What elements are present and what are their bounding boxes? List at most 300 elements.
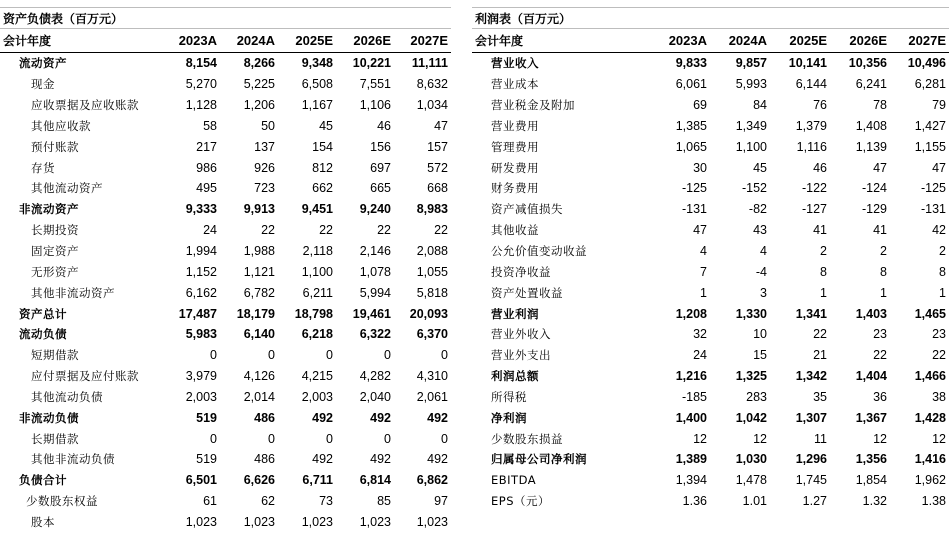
balance-row-value: 486 bbox=[254, 410, 275, 425]
income-row-label: 公允价值变动收益 bbox=[491, 244, 587, 259]
balance-row-value: 1,023 bbox=[359, 514, 391, 529]
income-row-value: 10,356 bbox=[848, 56, 887, 71]
income-row bbox=[472, 366, 949, 387]
income-row-value: 22 bbox=[813, 327, 827, 342]
balance-row-value: 8,266 bbox=[243, 56, 275, 71]
balance-row-label: 长期投资 bbox=[31, 223, 79, 238]
balance-row-value: 2,146 bbox=[359, 244, 391, 259]
income-row-value: 12 bbox=[873, 431, 887, 446]
income-row-value: 1,408 bbox=[855, 118, 887, 133]
balance-row-value: 97 bbox=[434, 494, 448, 509]
balance-row-value: 1,078 bbox=[359, 264, 391, 279]
balance-row-value: 1,100 bbox=[301, 264, 333, 279]
income-row-value: 69 bbox=[693, 98, 707, 113]
income-row-value: 1 bbox=[939, 285, 946, 300]
balance-row bbox=[0, 157, 451, 178]
balance-row-value: 17,487 bbox=[178, 306, 217, 321]
balance-row bbox=[0, 449, 451, 470]
balance-row bbox=[0, 387, 451, 408]
balance-row-value: 6,626 bbox=[243, 473, 275, 488]
income-row-value: 1,042 bbox=[735, 410, 767, 425]
balance-row-value: 4,310 bbox=[416, 369, 448, 384]
balance-row-value: 4,215 bbox=[301, 369, 333, 384]
income-row-value: 1,385 bbox=[675, 118, 707, 133]
balance-row-value: 1,023 bbox=[301, 514, 333, 529]
income-header-year: 2027E bbox=[890, 29, 949, 53]
income-row-value: 1,296 bbox=[795, 452, 827, 467]
income-row-value: 1.38 bbox=[921, 494, 946, 509]
balance-row-value: 45 bbox=[319, 118, 333, 133]
balance-row-value: 156 bbox=[370, 139, 391, 154]
balance-row-value: 6,211 bbox=[302, 285, 333, 300]
balance-row-value: 137 bbox=[254, 139, 275, 154]
income-row-value: 1,854 bbox=[855, 473, 887, 488]
income-header-label: 会计年度 bbox=[472, 29, 651, 53]
balance-row bbox=[0, 491, 451, 512]
balance-row bbox=[0, 53, 451, 74]
income-row-value: 1,745 bbox=[795, 473, 827, 488]
income-row-value: 8 bbox=[820, 264, 827, 279]
balance-row bbox=[0, 116, 451, 137]
balance-row-value: 8,154 bbox=[185, 56, 217, 71]
balance-row-label: 其他非流动资产 bbox=[31, 285, 115, 300]
income-row-value: 1,394 bbox=[675, 473, 707, 488]
income-row-value: 1 bbox=[820, 285, 827, 300]
balance-row-value: 18,798 bbox=[294, 306, 333, 321]
balance-row-value: 1,994 bbox=[185, 244, 217, 259]
income-row-value: 4 bbox=[760, 244, 767, 259]
income-row-value: 8 bbox=[880, 264, 887, 279]
income-row-value: 2 bbox=[820, 244, 827, 259]
balance-sheet-table bbox=[0, 29, 451, 532]
balance-row bbox=[0, 282, 451, 303]
income-row bbox=[472, 136, 949, 157]
balance-row-value: 6,322 bbox=[359, 327, 391, 342]
balance-row-value: 519 bbox=[196, 452, 217, 467]
balance-row-label: 股本 bbox=[31, 514, 55, 529]
income-row-value: 36 bbox=[873, 389, 887, 404]
balance-row-value: 1,128 bbox=[185, 98, 217, 113]
balance-row-value: 0 bbox=[210, 348, 217, 363]
balance-row-value: 0 bbox=[441, 431, 448, 446]
income-row-value: 1,416 bbox=[914, 452, 946, 467]
income-row-value: 1,400 bbox=[675, 410, 707, 425]
income-row-value: 43 bbox=[753, 223, 767, 238]
income-row-value: 10 bbox=[753, 327, 767, 342]
income-row bbox=[472, 303, 949, 324]
income-row-value: 6,281 bbox=[914, 77, 946, 92]
balance-row-value: 0 bbox=[268, 431, 275, 446]
income-row-value: 38 bbox=[932, 389, 946, 404]
income-row-value: 1,325 bbox=[735, 369, 767, 384]
income-row-value: 12 bbox=[932, 431, 946, 446]
income-row-value: 5,993 bbox=[735, 77, 767, 92]
income-header-row bbox=[472, 29, 949, 53]
balance-header-year: 2027E bbox=[394, 29, 451, 53]
income-row bbox=[472, 470, 949, 491]
balance-row-label: 长期借款 bbox=[31, 431, 79, 446]
balance-row-value: 8,632 bbox=[416, 77, 448, 92]
income-row-value: 6,241 bbox=[855, 77, 887, 92]
income-row-value: -127 bbox=[801, 202, 827, 217]
income-row-value: 1,428 bbox=[914, 410, 946, 425]
balance-row bbox=[0, 95, 451, 116]
balance-row bbox=[0, 470, 451, 491]
balance-row-value: 2,088 bbox=[416, 244, 448, 259]
balance-header-year: 2025E bbox=[278, 29, 336, 53]
income-statement-panel bbox=[472, 7, 949, 512]
income-row-label: 投资净收益 bbox=[491, 264, 551, 279]
balance-header-label: 会计年度 bbox=[0, 29, 164, 53]
balance-header-year: 2023A bbox=[164, 29, 220, 53]
balance-row-label: 流动资产 bbox=[19, 56, 67, 71]
income-header-year: 2024A bbox=[710, 29, 770, 53]
income-row-value: 1,139 bbox=[855, 139, 887, 154]
balance-row-value: 9,348 bbox=[301, 56, 333, 71]
income-row-value: 12 bbox=[753, 431, 767, 446]
income-row-value: 10,496 bbox=[907, 56, 946, 71]
balance-row-value: 217 bbox=[196, 139, 217, 154]
income-row-value: 1,367 bbox=[855, 410, 887, 425]
income-row-value: 84 bbox=[753, 98, 767, 113]
balance-sheet-body bbox=[0, 53, 451, 533]
balance-row-value: 2,003 bbox=[301, 389, 333, 404]
income-row bbox=[472, 387, 949, 408]
income-row-value: -152 bbox=[741, 181, 767, 196]
balance-row-value: 2,118 bbox=[302, 244, 333, 259]
balance-row-value: 492 bbox=[312, 452, 333, 467]
balance-row-label: 流动负债 bbox=[19, 327, 67, 342]
income-row-value: 1,427 bbox=[914, 118, 946, 133]
balance-row-value: 1,023 bbox=[416, 514, 448, 529]
balance-row-value: 50 bbox=[261, 118, 275, 133]
balance-row-value: 11,111 bbox=[411, 56, 448, 71]
income-row-label: 营业成本 bbox=[491, 77, 539, 92]
income-row-value: 4 bbox=[700, 244, 707, 259]
balance-row-value: 492 bbox=[427, 410, 448, 425]
income-row-label: 财务费用 bbox=[491, 181, 539, 196]
balance-row-value: 9,240 bbox=[359, 202, 391, 217]
balance-row-value: 1,034 bbox=[416, 98, 448, 113]
income-row-value: 1,349 bbox=[735, 118, 767, 133]
income-row-value: 1,403 bbox=[855, 306, 887, 321]
income-row-value: 47 bbox=[693, 223, 707, 238]
income-row-label: 归属母公司净利润 bbox=[491, 452, 587, 467]
income-row-value: 1,100 bbox=[735, 139, 767, 154]
balance-row-label: 少数股东权益 bbox=[26, 494, 98, 509]
balance-row-value: 0 bbox=[268, 348, 275, 363]
income-row-value: 3 bbox=[760, 285, 767, 300]
balance-row-value: 0 bbox=[326, 348, 333, 363]
balance-row-label: 应付票据及应付账款 bbox=[31, 369, 139, 384]
income-row-value: 8 bbox=[939, 264, 946, 279]
balance-row-value: 0 bbox=[384, 431, 391, 446]
balance-sheet-title: 资产负债表（百万元） bbox=[0, 7, 451, 29]
income-row-value: -82 bbox=[748, 202, 767, 217]
balance-row-label: 固定资产 bbox=[31, 244, 79, 259]
balance-row-value: 22 bbox=[377, 223, 391, 238]
balance-row-value: 7,551 bbox=[359, 77, 391, 92]
income-row-label: 营业税金及附加 bbox=[491, 98, 575, 113]
balance-row-value: 1,988 bbox=[243, 244, 275, 259]
balance-row-value: 2,040 bbox=[359, 389, 391, 404]
balance-row bbox=[0, 261, 451, 282]
balance-row-label: 非流动资产 bbox=[19, 202, 79, 217]
balance-row-value: 2,014 bbox=[243, 389, 275, 404]
income-row bbox=[472, 282, 949, 303]
balance-row-value: 492 bbox=[370, 410, 391, 425]
income-row bbox=[472, 116, 949, 137]
balance-row-value: 20,093 bbox=[409, 306, 448, 321]
income-row bbox=[472, 407, 949, 428]
balance-row-label: 预付账款 bbox=[31, 139, 79, 154]
balance-row-value: 986 bbox=[196, 160, 217, 175]
balance-row-value: 22 bbox=[434, 223, 448, 238]
balance-row-value: 6,501 bbox=[185, 473, 217, 488]
income-row-label: 营业外收入 bbox=[491, 327, 551, 342]
balance-row-value: 697 bbox=[370, 160, 391, 175]
balance-row bbox=[0, 512, 451, 533]
balance-row bbox=[0, 178, 451, 199]
balance-row-value: 2,003 bbox=[185, 389, 217, 404]
balance-row-label: 资产总计 bbox=[19, 306, 67, 321]
income-row-value: -124 bbox=[861, 181, 887, 196]
income-row bbox=[472, 241, 949, 262]
balance-row-value: 492 bbox=[312, 410, 333, 425]
income-row bbox=[472, 261, 949, 282]
income-row bbox=[472, 74, 949, 95]
income-row-label: 营业外支出 bbox=[491, 348, 551, 363]
balance-row-value: 1,055 bbox=[416, 264, 448, 279]
income-row-value: 1,342 bbox=[795, 369, 827, 384]
income-header-year: 2025E bbox=[770, 29, 830, 53]
balance-row-value: 8,983 bbox=[416, 202, 448, 217]
income-row-value: 1,465 bbox=[914, 306, 946, 321]
income-row-label: 营业利润 bbox=[491, 306, 539, 321]
income-row-value: 41 bbox=[813, 223, 827, 238]
income-statement-body bbox=[472, 53, 949, 512]
income-row-value: 22 bbox=[873, 348, 887, 363]
balance-row-value: 9,913 bbox=[243, 202, 275, 217]
balance-row bbox=[0, 74, 451, 95]
income-row-value: 30 bbox=[693, 160, 707, 175]
balance-row-label: 其他非流动负债 bbox=[31, 452, 115, 467]
balance-row-value: 157 bbox=[427, 139, 448, 154]
income-row-label: 少数股东损益 bbox=[491, 431, 563, 446]
income-row-value: 283 bbox=[746, 389, 767, 404]
income-row-value: 42 bbox=[932, 223, 946, 238]
income-row-value: -125 bbox=[681, 181, 707, 196]
income-row-value: 45 bbox=[753, 160, 767, 175]
balance-row-value: 46 bbox=[377, 118, 391, 133]
balance-row-value: 492 bbox=[427, 452, 448, 467]
balance-row-label: 短期借款 bbox=[31, 348, 79, 363]
income-row-value: -129 bbox=[861, 202, 887, 217]
balance-row-value: 572 bbox=[427, 160, 448, 175]
balance-row-value: 495 bbox=[196, 181, 217, 196]
income-row bbox=[472, 199, 949, 220]
balance-row-value: 3,979 bbox=[185, 369, 217, 384]
balance-row-value: 519 bbox=[196, 410, 217, 425]
balance-header-year: 2026E bbox=[336, 29, 394, 53]
balance-row-value: 6,862 bbox=[416, 473, 448, 488]
income-header-year: 2023A bbox=[651, 29, 710, 53]
balance-row-value: 24 bbox=[203, 223, 217, 238]
balance-row-label: 其他流动资产 bbox=[31, 181, 103, 196]
income-row-value: 78 bbox=[873, 98, 887, 113]
balance-row-value: 19,461 bbox=[352, 306, 391, 321]
income-row-value: 1,330 bbox=[735, 306, 767, 321]
income-row-value: 21 bbox=[813, 348, 827, 363]
income-row bbox=[472, 53, 949, 74]
income-row-value: -125 bbox=[920, 181, 946, 196]
income-row-value: 1,307 bbox=[795, 410, 827, 425]
balance-row bbox=[0, 407, 451, 428]
income-row bbox=[472, 449, 949, 470]
income-row-value: 1,962 bbox=[914, 473, 946, 488]
balance-row bbox=[0, 220, 451, 241]
balance-row-label: 负债合计 bbox=[19, 473, 67, 488]
income-row-value: 1,389 bbox=[675, 452, 707, 467]
balance-row-value: 6,218 bbox=[301, 327, 333, 342]
income-row-value: 1,466 bbox=[914, 369, 946, 384]
income-row-label: 利润总额 bbox=[491, 369, 539, 384]
income-row-value: -122 bbox=[801, 181, 827, 196]
balance-row-value: 0 bbox=[441, 348, 448, 363]
income-row-label: 营业费用 bbox=[491, 118, 539, 133]
income-row bbox=[472, 345, 949, 366]
income-row bbox=[472, 428, 949, 449]
balance-row-value: 665 bbox=[370, 181, 391, 196]
income-row bbox=[472, 178, 949, 199]
income-row-value: 1 bbox=[880, 285, 887, 300]
income-row-label: 管理费用 bbox=[491, 139, 539, 154]
balance-row-value: 5,983 bbox=[185, 327, 217, 342]
balance-row bbox=[0, 303, 451, 324]
income-row-value: 1,155 bbox=[914, 139, 946, 154]
income-row-value: -131 bbox=[920, 202, 946, 217]
balance-row-value: 662 bbox=[312, 181, 333, 196]
balance-row-value: 5,994 bbox=[359, 285, 391, 300]
income-row-value: 47 bbox=[873, 160, 887, 175]
balance-row-value: 723 bbox=[254, 181, 275, 196]
balance-row-value: 5,225 bbox=[243, 77, 275, 92]
income-row-label: 所得税 bbox=[491, 389, 527, 404]
income-row-value: 23 bbox=[873, 327, 887, 342]
balance-row-value: 0 bbox=[326, 431, 333, 446]
income-row-label: 其他收益 bbox=[491, 223, 539, 238]
balance-row-value: 6,711 bbox=[302, 473, 333, 488]
income-row-value: -185 bbox=[681, 389, 707, 404]
balance-row-label: 其他流动负债 bbox=[31, 389, 103, 404]
balance-row bbox=[0, 428, 451, 449]
balance-row bbox=[0, 345, 451, 366]
balance-row bbox=[0, 136, 451, 157]
balance-row-value: 85 bbox=[377, 494, 391, 509]
balance-row-value: 4,282 bbox=[359, 369, 391, 384]
income-row-value: 6,061 bbox=[675, 77, 707, 92]
income-row-value: 1,065 bbox=[675, 139, 707, 154]
income-row-label: 资产处置收益 bbox=[491, 285, 563, 300]
income-row-value: 47 bbox=[932, 160, 946, 175]
income-row-value: 79 bbox=[932, 98, 946, 113]
balance-row-value: 0 bbox=[210, 431, 217, 446]
balance-row-value: 812 bbox=[312, 160, 333, 175]
balance-row-value: 1,152 bbox=[185, 264, 217, 279]
balance-row-value: 486 bbox=[254, 452, 275, 467]
balance-row-value: 22 bbox=[261, 223, 275, 238]
balance-row-value: 154 bbox=[312, 139, 333, 154]
income-row bbox=[472, 491, 949, 512]
income-row-value: 23 bbox=[932, 327, 946, 342]
income-row-value: 2 bbox=[880, 244, 887, 259]
income-row-value: 1.01 bbox=[742, 494, 767, 509]
balance-row-value: 73 bbox=[319, 494, 333, 509]
income-row-value: 1,404 bbox=[855, 369, 887, 384]
income-row-label: EBITDA bbox=[491, 473, 537, 488]
income-row-label: 研发费用 bbox=[491, 160, 539, 175]
income-row-value: 9,857 bbox=[735, 56, 767, 71]
income-row-value: 1,379 bbox=[795, 118, 827, 133]
income-row-value: 35 bbox=[813, 389, 827, 404]
income-row-value: 24 bbox=[693, 348, 707, 363]
income-row-value: 1,116 bbox=[796, 139, 827, 154]
balance-row-label: 存货 bbox=[31, 160, 55, 175]
income-row-label: 净利润 bbox=[491, 410, 527, 425]
balance-row-value: 926 bbox=[254, 160, 275, 175]
income-row-value: 2 bbox=[939, 244, 946, 259]
balance-row-value: 1,167 bbox=[301, 98, 333, 113]
balance-row-value: 1,106 bbox=[359, 98, 391, 113]
balance-header-row bbox=[0, 29, 451, 53]
balance-row-label: 应收票据及应收账款 bbox=[31, 98, 139, 113]
balance-row-value: 492 bbox=[370, 452, 391, 467]
balance-row-value: 5,270 bbox=[185, 77, 217, 92]
income-row-value: 1,341 bbox=[795, 306, 827, 321]
balance-row-value: 2,061 bbox=[416, 389, 448, 404]
balance-row-value: 668 bbox=[427, 181, 448, 196]
income-row-value: 11 bbox=[814, 431, 827, 446]
balance-row-value: 22 bbox=[319, 223, 333, 238]
income-row-value: 9,833 bbox=[675, 56, 707, 71]
income-row-value: 1,030 bbox=[735, 452, 767, 467]
balance-row-value: 4,126 bbox=[243, 369, 275, 384]
income-header-year: 2026E bbox=[830, 29, 890, 53]
income-row-value: 1,208 bbox=[675, 306, 707, 321]
balance-row-label: 非流动负债 bbox=[19, 410, 79, 425]
balance-row bbox=[0, 324, 451, 345]
income-row-value: 32 bbox=[693, 327, 707, 342]
balance-row-value: 5,818 bbox=[416, 285, 448, 300]
income-row-value: 10,141 bbox=[788, 56, 827, 71]
income-row-value: 41 bbox=[873, 223, 887, 238]
income-row bbox=[472, 324, 949, 345]
balance-row bbox=[0, 199, 451, 220]
income-row-label: 资产减值损失 bbox=[491, 202, 563, 217]
income-row-value: 12 bbox=[693, 431, 707, 446]
balance-row-value: 1,023 bbox=[243, 514, 275, 529]
income-row bbox=[472, 95, 949, 116]
income-statement-table bbox=[472, 29, 949, 512]
income-row-value: 1,216 bbox=[675, 369, 707, 384]
income-row-value: 6,144 bbox=[795, 77, 827, 92]
balance-row-value: 62 bbox=[261, 494, 275, 509]
balance-row-value: 6,508 bbox=[301, 77, 333, 92]
income-row-value: -4 bbox=[755, 264, 767, 279]
balance-header-year: 2024A bbox=[220, 29, 278, 53]
income-row-value: 1.36 bbox=[682, 494, 707, 509]
balance-row-value: 0 bbox=[384, 348, 391, 363]
